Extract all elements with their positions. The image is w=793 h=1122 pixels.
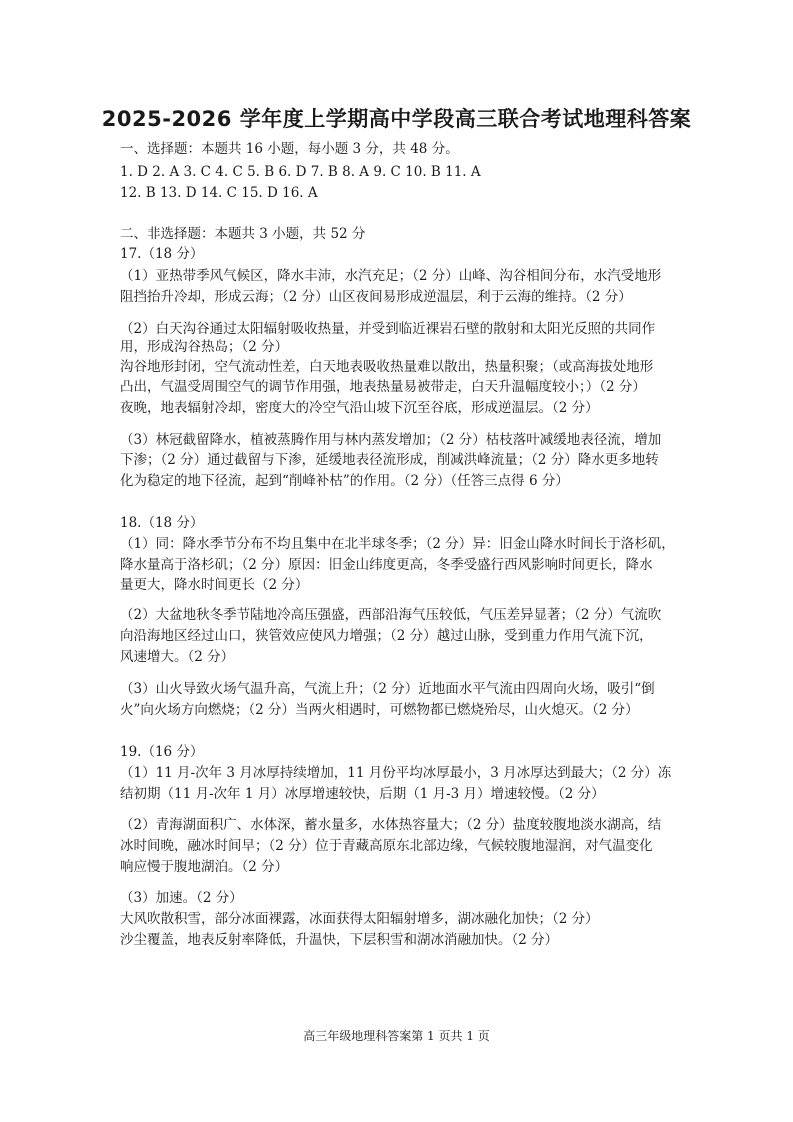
q19-p3-line: 大风吹散积雪，部分冰面裸露，冰面获得太阳辐射增多，湖冰融化加快；（2 分） <box>120 911 599 927</box>
q17-p2-line: 沟谷地形封闭，空气流动性差，白天地表吸收热量难以散出，热量积聚；（或高海拔处地形 <box>120 359 654 375</box>
q17-p3-line: （3）林冠截留降水，植被蒸腾作用与林内蒸发增加；（2 分）枯枝落叶减缓地表径流，增加 <box>120 432 662 448</box>
q18-p2-line: 风速增大。（2 分） <box>120 649 235 665</box>
section1-header: 一、选择题：本题共 16 小题，每小题 3 分，共 48 分。 <box>120 141 459 157</box>
mc-answers-row-1: 1. D 2. A 3. C 4. C 5. B 6. D 7. B 8. A 9. C 10. B 11. A <box>120 164 481 180</box>
q17-p2-line: （2）白天沟谷通过太阳辐射吸收热量，并受到临近裸岩石壁的散射和太阳光反照的共同作 <box>120 321 656 337</box>
page-footer: 高三年级地理科答案第 1 页共 1 页 <box>303 1029 490 1043</box>
q17-p2-line: 夜晚，地表辐射冷却，密度大的冷空气沿山坡下沉至谷底，形成逆温层。（2 分） <box>120 400 599 416</box>
q19-p2-line: （2）青海湖面积广、水体深，蓄水量多，水体热容量大；（2 分）盐度较腹地淡水湖高，结 <box>120 817 662 833</box>
mc-answers-row-2: 12. B 13. D 14. C 15. D 16. A <box>120 185 318 201</box>
q18-p1-line: 量更大，降水时间更长（2 分） <box>120 577 309 593</box>
document-title: 2025-2026 学年度上学期高中学段高三联合考试地理科答案 <box>101 107 692 131</box>
q17-p2-line: 用，形成沟谷热岛；（2 分） <box>120 339 289 355</box>
q19-p3-line: （3）加速。（2 分） <box>120 890 243 906</box>
q18-p2-line: 向沿海地区经过山口，狭管效应使风力增强；（2 分）越过山脉，受到重力作用气流下沉， <box>120 628 653 644</box>
q18-p1-line: （1）同：降水季节分布不均且集中在北半球冬季；（2 分）异：旧金山降水时间长于洛杉矶， <box>120 536 675 552</box>
q19-p1-line: （1）11 月-次年 3 月冰厚持续增加，11 月份平均冰厚最小，3 月冰厚达到最大；（2 分）冻 <box>120 765 672 781</box>
q19-p3-line: 沙尘覆盖，地表反射率降低，升温快，下层积雪和湖冰消融加快。（2 分） <box>120 932 559 948</box>
q17-label: 17.（18 分） <box>120 246 204 262</box>
q17-p3-line: 化为稳定的地下径流，起到“削峰补枯”的作用。（2 分）（任答三点得 6 分） <box>120 473 569 489</box>
q18-p3-line: （3）山火导致火场气温升高，气流上升；（2 分）近地面水平气流由四周向火场，吸引“倒 <box>120 681 655 697</box>
q19-p2-line: 响应慢于腹地湖泊。（2 分） <box>120 859 289 875</box>
q19-p1-line: 结初期（11 月-次年 1 月）冰厚增速较快，后期（1 月-3 月）增速较慢。（2 分） <box>120 786 605 802</box>
q17-p2-line: 凸出，气温受周围空气的调节作用强，地表热量易被带走，白天升温幅度较小；）（2 分） <box>120 379 646 395</box>
q18-p1-line: 降水量高于洛杉矶；（2 分）原因：旧金山纬度更高，冬季受盛行西风影响时间更长，降水 <box>120 557 653 573</box>
q18-label: 18.（18 分） <box>120 515 204 531</box>
q19-p2-line: 冰时间晚，融冰时间早；（2 分）位于青藏高原东北部边缘，气候较腹地湿润，对气温变化 <box>120 838 653 854</box>
q18-p3-line: 火”向火场方向燃烧；（2 分）当两火相遇时，可燃物都已燃烧殆尽，山火熄灭。（2 分） <box>120 702 639 718</box>
q17-p1-line: 阻挡抬升冷却，形成云海；（2 分）山区夜间易形成逆温层，利于云海的维持。（2 分） <box>120 289 632 305</box>
q17-p3-line: 下渗；（2 分）通过截留与下渗，延缓地表径流形成，削减洪峰流量；（2 分）降水更多地转 <box>120 452 659 468</box>
q18-p2-line: （2）大盆地秋冬季节陆地冷高压强盛，西部沿海气压较低，气压差异显著；（2 分）气流吹 <box>120 607 662 623</box>
section2-header: 二、非选择题：本题共 3 小题，共 52 分 <box>120 226 366 242</box>
q19-label: 19.（16 分） <box>120 744 204 760</box>
q17-p1-line: （1）亚热带季风气候区，降水丰沛，水汽充足；（2 分）山峰、沟谷相间分布，水汽受地形 <box>120 268 662 284</box>
